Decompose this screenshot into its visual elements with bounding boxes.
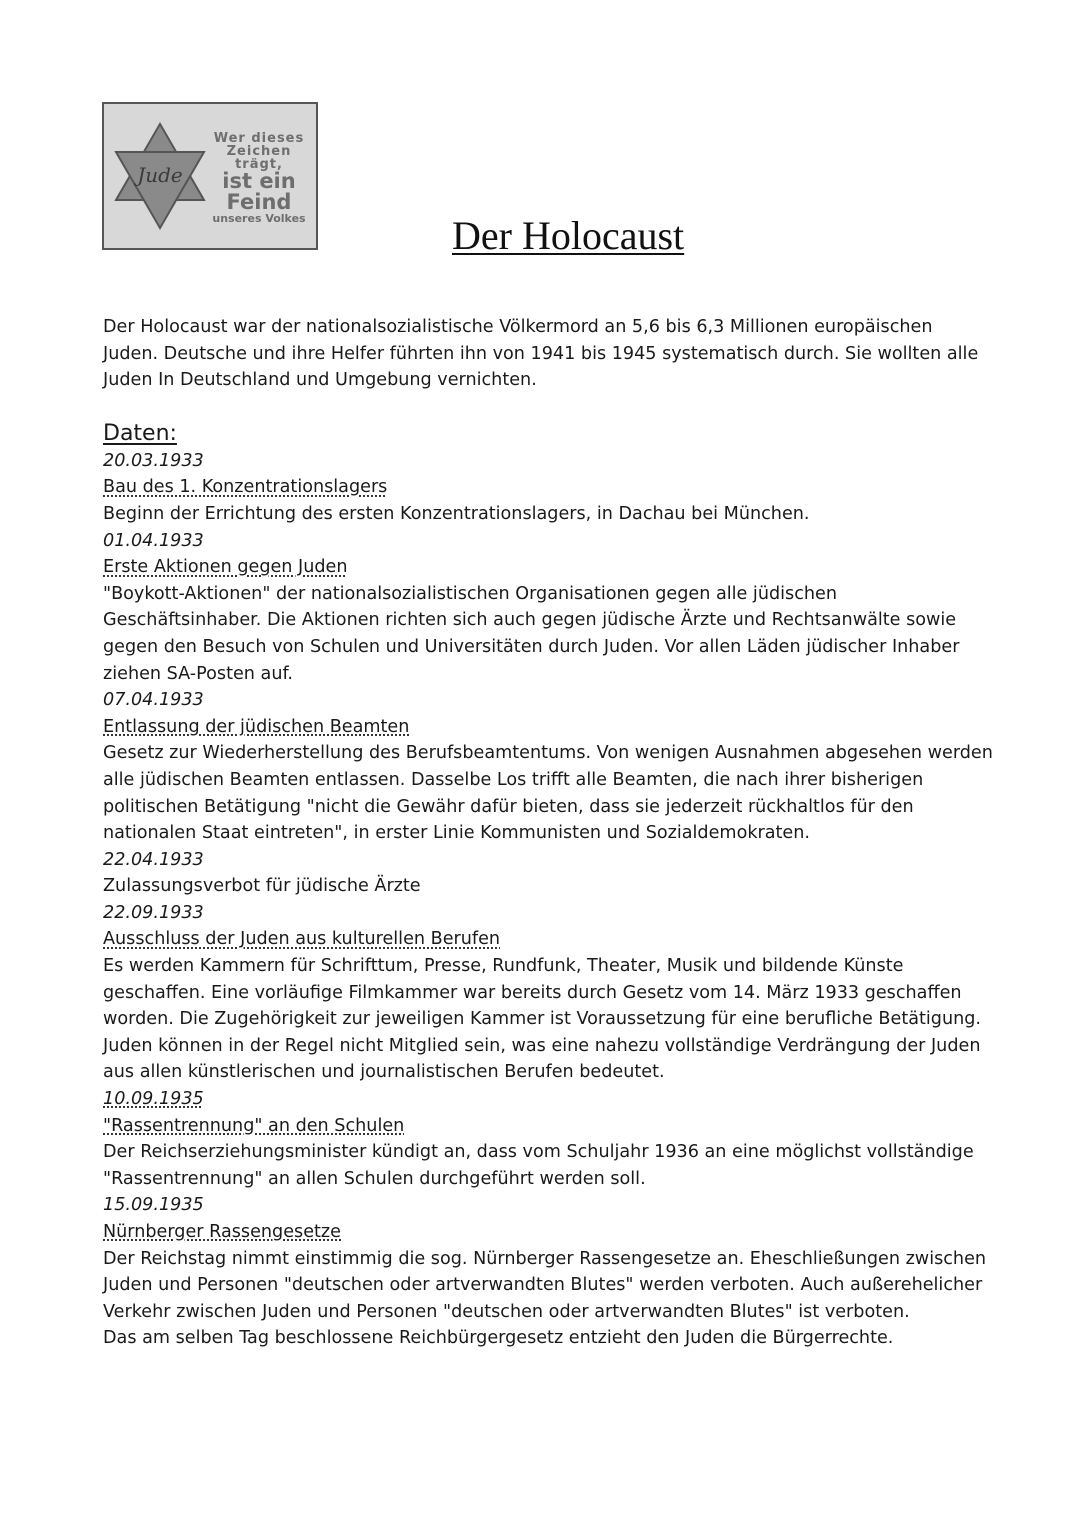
star-label: Jude [137, 163, 183, 187]
event-title: Ausschluss der Juden aus kulturellen Berufen [103, 929, 501, 950]
image-line-2: Zeichen trägt, [226, 144, 292, 172]
image-line-4: Feind [226, 190, 292, 214]
event-date: 10.09.1935 [103, 1089, 204, 1110]
event-description: Es werden Kammern für Schrifttum, Presse, Rundfunk, Theater, Musik und bildende Künste geschaffen. Eine vorläufige Filmkammer war bereits durch Gesetz vom 14. März 1933 geschaffen worden. Die Zugehörigkeit zur jeweiligen Kammer ist Voraussetzung für eine berufliche Betätigung. Juden können in der Regel nicht Mitglied sein, was eine nahezu vollständige Verdrängung der Juden aus allen künstlerischen und journalistischen Berufen bedeutet. [103, 956, 982, 1083]
document-body [103, 314, 993, 1352]
page-title: Der Holocaust [452, 213, 685, 258]
star-of-david-icon [112, 120, 208, 232]
event-description: Der Reichstag nimmt einstimmig die sog. Nürnberger Rassengesetze an. Eheschließungen zwischen Juden und Personen "deutschen oder artverwandten Blutes" werden verboten. Auch außerehelicher Verkehr zwischen Juden und Personen "deutschen oder artverwandten Blutes" ist verboten. [103, 1248, 987, 1322]
event-description: Gesetz zur Wiederherstellung des Berufsbeamtentums. Von wenigen Ausnahmen abgesehen werden alle jüdischen Beamten entlassen. Dasselbe Los trifft alle Beamten, die nach ihrer bisherigen politischen Betätigung "nicht die Gewähr dafür bieten, dass sie jederzeit rückhaltlos für den nationalen Staat eintreten", in erster Linie Kommunisten und Sozialdemokraten. [103, 743, 993, 844]
event-description: Der Reichserziehungsminister kündigt an, dass vom Schuljahr 1936 an eine möglichst vollständige "Rassentrennung" an allen Schulen durchgeführt werden soll. [103, 1142, 974, 1189]
propaganda-image [102, 102, 318, 250]
image-caption [204, 132, 314, 224]
event-description: Beginn der Errichtung des ersten Konzentrationslagers, in Dachau bei München. [103, 503, 810, 524]
event-note: Das am selben Tag beschlossene Reichbürgergesetz entzieht den Juden die Bürgerrechte. [103, 1328, 894, 1349]
event-description: "Boykott-Aktionen" der nationalsozialistischen Organisationen gegen alle jüdischen Geschäftsinhaber. Die Aktionen richten sich auch gegen jüdische Ärzte und Rechtsanwälte sowie gegen den Besuch von Schulen und Universitäten durch Juden. Vor allen Läden jüdischer Inhaber ziehen SA-Posten auf. [103, 583, 960, 684]
event-description: Zulassungsverbot für jüdische Ärzte [103, 876, 421, 897]
event-date: 22.04.1933 [103, 849, 204, 870]
event-title: Bau des 1. Konzentrationslagers [103, 477, 388, 498]
event-date: 15.09.1935 [103, 1195, 204, 1216]
event-title: "Rassentrennung" an den Schulen [103, 1115, 405, 1136]
event-list [103, 448, 993, 1352]
intro-paragraph: Der Holocaust war der nationalsozialistische Völkermord an 5,6 bis 6,3 Millionen europäischen Juden. Deutsche und ihre Helfer führten ihn von 1941 bis 1945 systematisch durch. Sie wollten alle Juden In Deutschland und Umgebung vernichten. [103, 317, 979, 391]
event-title: Erste Aktionen gegen Juden [103, 557, 348, 578]
image-line-3: ist ein [222, 169, 296, 193]
image-line-1: Wer dieses [213, 131, 305, 146]
event-date: 22.09.1933 [103, 902, 204, 923]
image-line-5: unseres Volkes [212, 212, 306, 225]
event-date: 20.03.1933 [103, 450, 204, 471]
event-date: 01.04.1933 [103, 530, 204, 551]
event-title: Nürnberger Rassengesetze [103, 1222, 341, 1242]
event-date: 07.04.1933 [103, 690, 204, 711]
event-title: Entlassung der jüdischen Beamten [103, 716, 410, 737]
section-heading: Daten: [103, 420, 177, 446]
